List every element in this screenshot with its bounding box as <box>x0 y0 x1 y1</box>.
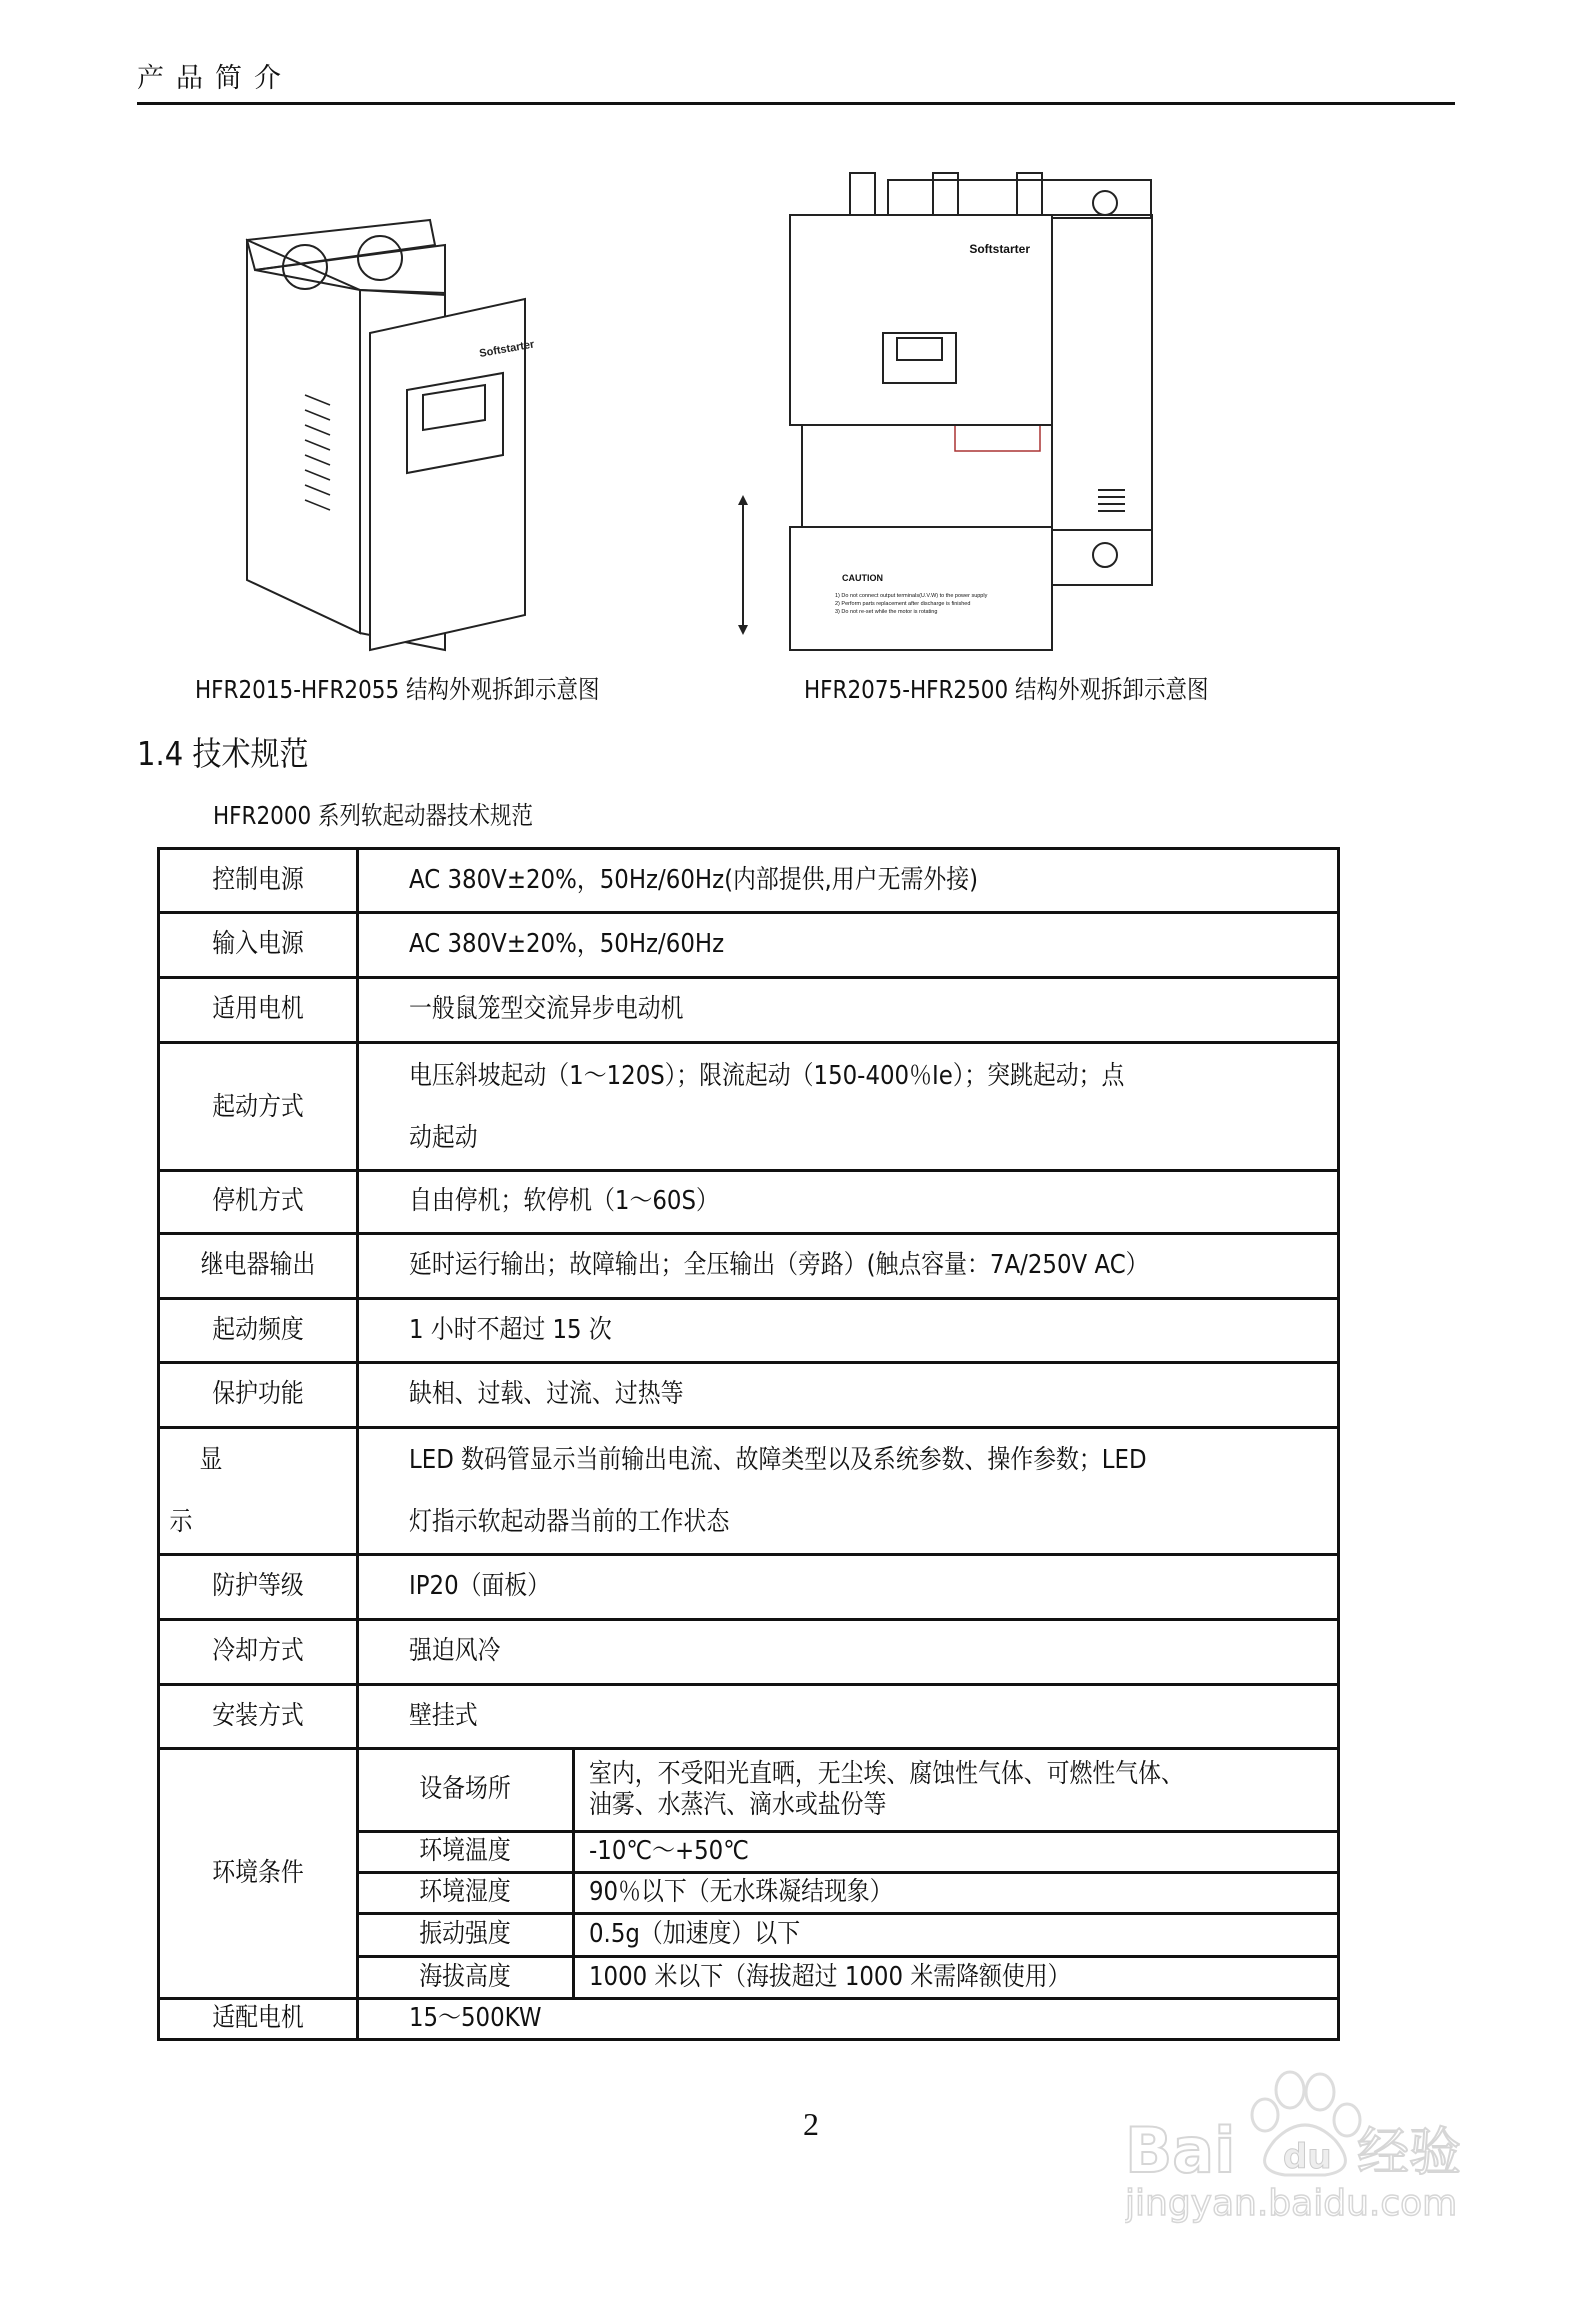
env-value-text: 室内，不受阳光直晒，无尘埃、腐蚀性气体、可燃性气体、 <box>589 1758 1184 1789</box>
table-row <box>159 1234 1339 1299</box>
table-row <box>159 978 1339 1043</box>
spec-label-text: 冷却方式 <box>212 1636 304 1667</box>
device-label: Softstarter <box>478 338 535 360</box>
spec-value-text: IP20（面板） <box>409 1571 551 1602</box>
spec-label <box>159 1428 358 1555</box>
env-sub-label-text: 环境温度 <box>419 1836 512 1867</box>
spec-label-text: 显 <box>199 1445 223 1475</box>
spec-label-text: 保护功能 <box>212 1379 304 1410</box>
spec-label <box>159 1555 358 1620</box>
spec-table <box>157 847 1340 2041</box>
spec-value <box>358 1043 1339 1171</box>
device-drawing-small <box>235 215 535 655</box>
spec-label <box>159 1171 358 1234</box>
spec-value <box>358 1299 1339 1363</box>
header-rule <box>137 102 1455 105</box>
spec-label-text: 起动频度 <box>212 1314 304 1345</box>
env-sub-label-text: 设备场所 <box>419 1774 512 1805</box>
spec-value <box>358 849 1339 913</box>
spec-label <box>159 978 358 1043</box>
spec-value <box>358 1171 1339 1234</box>
device-label: Softstarter <box>969 242 1030 256</box>
spec-label <box>159 1685 358 1749</box>
spec-value-text: 延时运行输出；故障输出；全压输出（旁路）(触点容量：7A/250V AC） <box>409 1250 1149 1281</box>
table-row <box>159 1999 1339 2040</box>
spec-value <box>358 913 1339 978</box>
table-row <box>159 1555 1339 1620</box>
spec-label <box>159 1363 358 1428</box>
spec-label-text: 安装方式 <box>212 1700 304 1731</box>
direction-arrow-icon <box>735 495 751 635</box>
spec-label <box>159 1234 358 1299</box>
spec-label <box>159 849 358 913</box>
table-row <box>159 1620 1339 1685</box>
section-title: 1.4 技术规范 <box>137 734 309 773</box>
spec-label-text: 停机方式 <box>212 1186 304 1217</box>
spec-label <box>159 1999 358 2040</box>
spec-value-text: 自由停机；软停机（1～60S） <box>409 1186 719 1217</box>
page-header-title: 产品简介 <box>137 63 293 94</box>
env-value <box>574 1957 1339 1999</box>
device-drawing-large <box>780 165 1180 655</box>
spec-label <box>159 1299 358 1363</box>
env-sub-label <box>358 1832 574 1873</box>
spec-label-text: 适用电机 <box>212 994 304 1025</box>
baidu-watermark-logo <box>1125 2060 1525 2230</box>
spec-value-text: 电压斜坡起动（1～120S）；限流起动（150-400％Ie）；突跳起动；点 <box>409 1060 1125 1091</box>
figure-caption: HFR2075-HFR2500 结构外观拆卸示意图 <box>804 675 1209 704</box>
spec-label <box>159 1043 358 1171</box>
spec-value-text: 1 小时不超过 15 次 <box>409 1314 612 1345</box>
svg-text:Bai: Bai <box>1125 2114 1236 2187</box>
spec-value <box>358 1685 1339 1749</box>
figure-caption: HFR2015-HFR2055 结构外观拆卸示意图 <box>195 675 600 704</box>
env-value-text: 0.5g（加速度）以下 <box>589 1919 801 1950</box>
caution-line: 2) Perform parts replacement after discharge is finished <box>835 601 971 607</box>
spec-label <box>159 1620 358 1685</box>
env-sub-label <box>358 1749 574 1832</box>
env-value <box>574 1914 1339 1957</box>
svg-text:du: du <box>1283 2137 1332 2177</box>
spec-label-text: 控制电源 <box>212 864 304 895</box>
env-value-text: -10℃～+50℃ <box>589 1836 749 1867</box>
env-sub-label <box>358 1957 574 1999</box>
spec-label-text: 适配电机 <box>212 2003 304 2034</box>
spec-value-text: 15～500KW <box>409 2003 542 2034</box>
spec-value-text: 灯指示软起动器当前的工作状态 <box>409 1507 730 1537</box>
spec-label <box>159 913 358 978</box>
env-value-text: 1000 米以下（海拔超过 1000 米需降额使用） <box>589 1961 1071 1992</box>
spec-value-text: 强迫风冷 <box>409 1636 501 1667</box>
table-row <box>159 1363 1339 1428</box>
spec-value-text: AC 380V±20%，50Hz/60Hz <box>409 929 725 960</box>
table-row <box>159 1299 1339 1363</box>
env-value <box>574 1873 1339 1914</box>
table-row <box>159 1428 1339 1555</box>
spec-value-text: 动起动 <box>409 1122 478 1153</box>
spec-label-text: 起动方式 <box>212 1091 304 1122</box>
env-sub-label-text: 海拔高度 <box>419 1961 512 1992</box>
spec-value <box>358 978 1339 1043</box>
caution-title: CAUTION <box>842 573 883 583</box>
env-sub-label-text: 环境湿度 <box>419 1877 512 1908</box>
spec-value-text: AC 380V±20%，50Hz/60Hz(内部提供,用户无需外接) <box>409 864 979 895</box>
spec-value <box>358 1999 1339 2040</box>
env-sub-label-text: 振动强度 <box>419 1919 512 1950</box>
spec-value <box>358 1620 1339 1685</box>
spec-label-text: 防护等级 <box>212 1571 304 1602</box>
svg-text:经验: 经验 <box>1357 2123 1462 2183</box>
spec-value <box>358 1555 1339 1620</box>
caution-line: 3) Do not re-set while the motor is rotating <box>835 609 938 615</box>
svg-text:jingyan.baidu.com: jingyan.baidu.com <box>1125 2183 1458 2224</box>
env-value-text: 90％以下（无水珠凝结现象） <box>589 1877 893 1908</box>
table-row <box>159 1685 1339 1749</box>
spec-value-text: 一般鼠笼型交流异步电动机 <box>409 994 684 1025</box>
page-number: 2 <box>803 2106 819 2142</box>
table-row <box>159 849 1339 913</box>
env-value-text: 油雾、水蒸汽、滴水或盐份等 <box>589 1790 887 1820</box>
spec-value <box>358 1363 1339 1428</box>
spec-value <box>358 1428 1339 1555</box>
env-sub-label <box>358 1914 574 1957</box>
spec-label <box>159 1749 358 1999</box>
env-value <box>574 1832 1339 1873</box>
spec-label-text: 环境条件 <box>212 1857 304 1888</box>
spec-label-text: 继电器输出 <box>200 1250 316 1281</box>
table-row <box>159 1043 1339 1171</box>
table-row <box>159 1749 1339 1832</box>
spec-value-text: 壁挂式 <box>409 1700 478 1731</box>
table-title: HFR2000 系列软起动器技术规范 <box>213 801 534 830</box>
env-sub-label <box>358 1873 574 1914</box>
spec-label-text: 输入电源 <box>212 929 304 960</box>
env-value <box>574 1749 1339 1832</box>
spec-value-text: LED 数码管显示当前输出电流、故障类型以及系统参数、操作参数；LED <box>409 1445 1147 1475</box>
table-row <box>159 1171 1339 1234</box>
spec-value <box>358 1234 1339 1299</box>
spec-value-text: 缺相、过载、过流、过热等 <box>409 1379 684 1410</box>
table-row <box>159 913 1339 978</box>
caution-line: 1) Do not connect output terminals(U.V.W) to the power supply <box>835 593 988 599</box>
spec-label-text: 示 <box>169 1507 193 1537</box>
